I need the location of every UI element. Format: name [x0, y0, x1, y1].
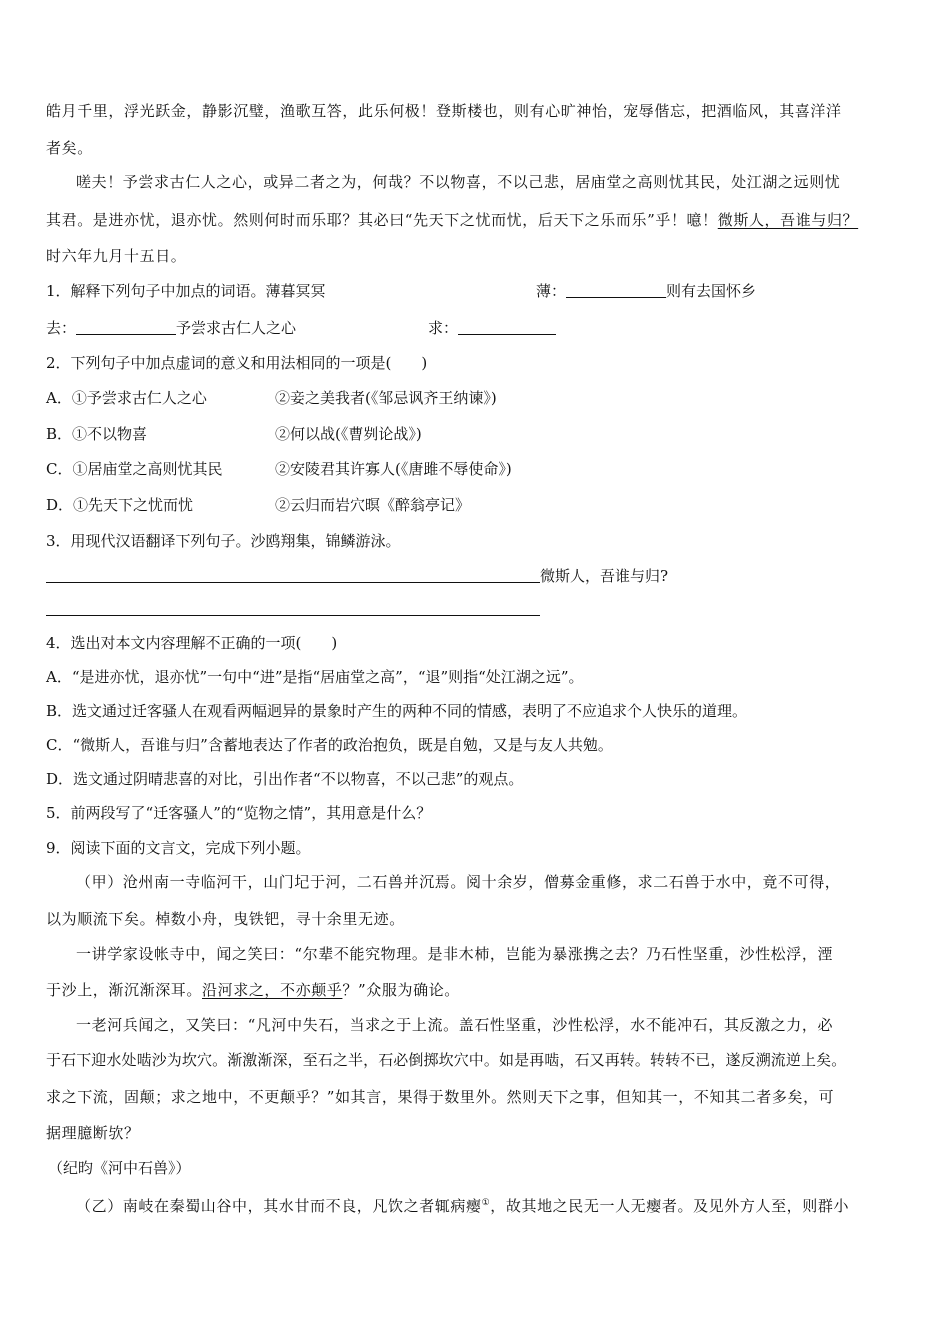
q1-qu-blank[interactable]: [76, 318, 176, 335]
q1-qu-after: 予尝求古仁人之心: [176, 319, 297, 337]
q2-option-b-2: ②何以战(《曹刿论战》): [275, 425, 422, 443]
q9-jia-line-1: （甲）沧州南一寺临河干，山门圮于河，二石兽并沉焉。阅十余岁，僧募金重修，求二石兽于水中，竟不可得，: [76, 873, 841, 891]
q9-jia-line-4: [46, 980, 460, 1000]
q9-source: （纪昀《河中石兽》）: [48, 1159, 191, 1177]
q2-option-d-1: D．①先天下之忧而忧: [46, 496, 194, 514]
q3-answer-line-1: [46, 566, 668, 586]
q9-jia-line-3: 一讲学家设帐寺中，闻之笑曰：“尔辈不能究物理。是非木杮，岂能为暴涨携之去？乃石性坚重，沙性松浮，湮: [76, 945, 834, 963]
q9-yi-line-1-post: ，故其地之民无一人无瘿者。及见外方人至，则群小: [490, 1197, 850, 1215]
q9-jia-line-4-post: ？”众服为确论。: [342, 981, 460, 999]
q1-stem: 1．解释下列句子中加点的词语。薄暮冥冥: [46, 282, 326, 300]
q3-stem: 3．用现代汉语翻译下列句子。沙鸥翔集，锦鳞游泳。: [46, 532, 401, 550]
q4-option-d: D．选文通过阴晴悲喜的对比，引出作者“不以物喜，不以己悲”的观点。: [46, 770, 524, 788]
q1-qiu-blank[interactable]: [458, 318, 556, 335]
passage-line-4: [46, 210, 858, 230]
q3-answer-line-2: [46, 599, 540, 619]
footnote-marker: ①: [481, 1198, 491, 1208]
q2-option-d-2: ②云归而岩穴暝《醉翁亭记》: [275, 496, 471, 514]
underlined-sentence: 微斯人，吾谁与归？: [717, 211, 859, 229]
q2-stem: 2．下列句子中加点虚词的意义和用法相同的一项是( ): [46, 354, 428, 372]
q9-yi-line-1-pre: （乙）南岐在秦蜀山谷中，其水甘而不良，凡饮之者辄病瘿: [76, 1197, 482, 1215]
q9-stem: 9．阅读下面的文言文，完成下列小题。: [46, 839, 311, 857]
q4-stem: 4．选出对本文内容理解不正确的一项( ): [46, 634, 338, 652]
q2-option-c-1: C．①居庙堂之高则忧其民: [46, 460, 223, 478]
q4-option-a: A．“是进亦忧，退亦忧”一句中“进”是指“居庙堂之高”，“退”则指“处江湖之远”。: [46, 668, 584, 686]
q1-bo: [536, 281, 756, 301]
q1-qu-label: 去：: [46, 319, 77, 337]
passage-line-4-text: 其君。是进亦忧，退亦忧。然则何时而乐耶？其必曰“先天下之忧而忧，后天下之乐而乐”乎！噫！: [46, 211, 718, 229]
q2-option-a-1: A．①予尝求古仁人之心: [46, 389, 207, 407]
q9-jia-line-8: 据理臆断欤？: [46, 1124, 140, 1142]
q9-jia-line-5: 一老河兵闻之，又笑曰：“凡河中失石，当求之于上流。盖石性坚重，沙性松浮，水不能冲石，其反激之力，必: [76, 1016, 834, 1034]
q4-option-c: C．“微斯人，吾谁与归”含蓄地表达了作者的政治抱负，既是自勉，又是与友人共勉。: [46, 736, 613, 754]
passage-date: 时六年九月十五日。: [46, 247, 187, 265]
q9-jia-line-2: 以为顺流下矣。棹数小舟，曳铁钯，寻十余里无迹。: [46, 910, 405, 928]
q3-answer-blank-2[interactable]: [46, 599, 540, 616]
q1-bo-blank[interactable]: [566, 281, 666, 298]
q9-yi-line-1: [76, 1193, 849, 1216]
passage-line-2: 者矣。: [46, 139, 93, 157]
q3-answer-blank-1[interactable]: [46, 566, 540, 583]
passage-line-1: 皓月千里，浮光跃金，静影沉璧，渔歌互答，此乐何极！登斯楼也，则有心旷神怡，宠辱偕忘，把酒临风，其喜洋洋: [46, 102, 842, 120]
q9-jia-line-6: 于石下迎水处啮沙为坎穴。渐激渐深，至石之半，石必倒掷坎穴中。如是再啮，石又再转。转转不已，遂反溯流逆上矣。: [46, 1051, 847, 1069]
q1-bo-after: 则有去国怀乡: [666, 282, 757, 300]
q9-jia-line-4-pre: 于沙上，渐沉渐深耳。: [46, 981, 203, 999]
q9-underlined-sentence: 沿河求之，不亦颠乎: [202, 981, 343, 999]
q9-jia-line-7: 求之下流，固颠；求之地中，不更颠乎？”如其言，果得于数里外。然则天下之事，但知其一，不知其二者多矣，可: [46, 1088, 835, 1106]
passage-line-3: 嗟夫！予尝求古仁人之心，或异二者之为，何哉？不以物喜，不以己悲，居庙堂之高则忧其民，处江湖之远则忧: [76, 173, 841, 191]
q3-line-after: 微斯人，吾谁与归?: [540, 567, 669, 585]
q4-option-b: B．选文通过迁客骚人在观看两幅迥异的景象时产生的两种不同的情感，表明了不应追求个人快乐的道理。: [46, 702, 748, 720]
q2-option-c-2: ②安陵君其许寡人(《唐雎不辱使命》): [275, 460, 512, 478]
q1-qiu: [428, 318, 556, 338]
q1-bo-label: 薄：: [536, 282, 567, 300]
q1-qiu-label: 求：: [428, 319, 459, 337]
q2-option-a-2: ②妾之美我者(《邹忌讽齐王纳谏》): [275, 389, 497, 407]
q5-stem: 5．前两段写了“迁客骚人”的“览物之情”，其用意是什么？: [46, 804, 432, 822]
q2-option-b-1: B．①不以物喜: [46, 425, 148, 443]
q1-qu: [46, 318, 296, 338]
